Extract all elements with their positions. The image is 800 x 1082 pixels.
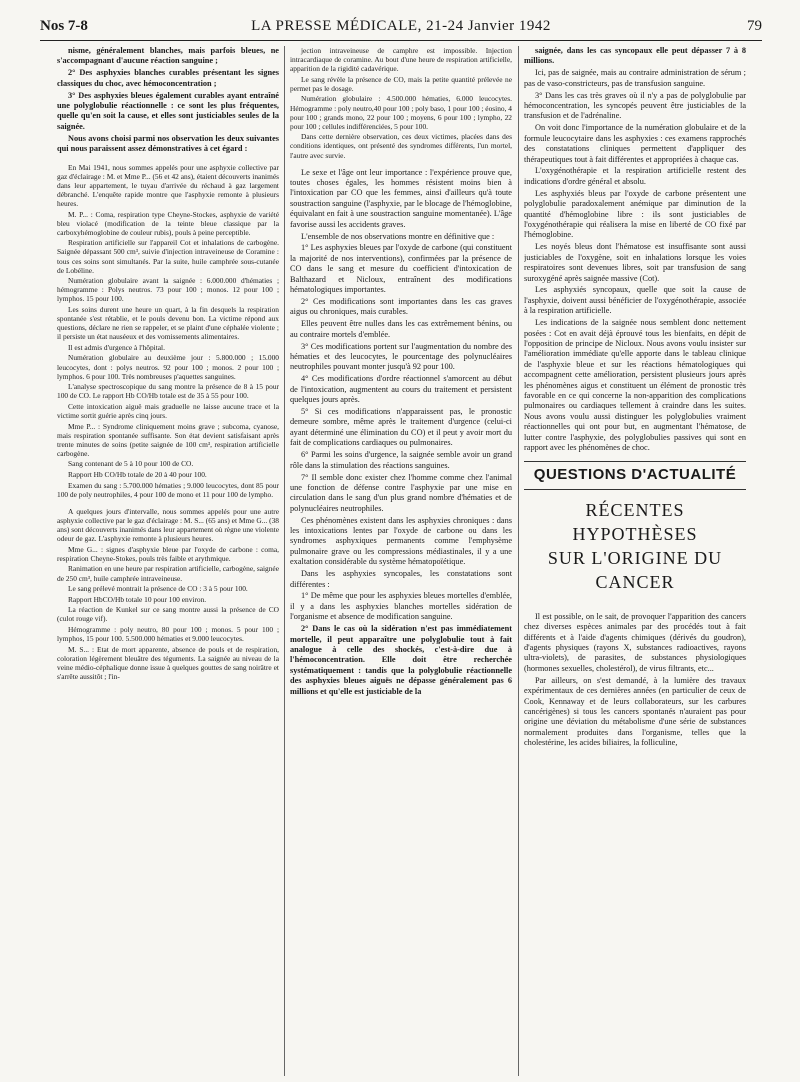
paragraph: 3° Dans les cas très graves où il n'y a pas de polyglobulie par hémoconcentration, les syncopés peuvent être justiciables de la transfusion et de l'adrénaline. xyxy=(524,90,746,121)
paragraph: 1° De même que pour les asphyxies bleues mortelles d'emblée, il y a dans les asphyxies blanches mortelles sidération de l'organisme et absence de modification sanguine. xyxy=(290,591,512,622)
paragraph: 6° Parmi les soins d'urgence, la saignée semble avoir un grand rôle dans la stimulation des réactions sanguines. xyxy=(290,450,512,470)
paragraph: Les asphyxiés syncopaux, quelle que soit la cause de l'asphyxie, doivent aussi bénéficier de l'oxygénothérapie, associée à la respiration artificielle. xyxy=(524,285,746,316)
paragraph: L'ensemble de nos observations montre en définitive que : xyxy=(301,231,495,241)
column-divider-1 xyxy=(284,46,285,1076)
journal-title: LA PRESSE MÉDICALE, 21-24 Janvier 1942 xyxy=(251,18,551,34)
paragraph: 4° Ces modifications d'ordre réactionnel s'amorcent au début de l'intoxication, augmentent au cours du traitement et persistent quelques jours après. xyxy=(290,374,512,405)
paragraph: On voit donc l'importance de la numération globulaire et de la formule leucocytaire dans les asphyxies : ces examens rapprochés des constatations cliniques permettent d'appliquer des thérapeutiques tout à fait différentes et appropriées à chaque cas. xyxy=(524,123,746,164)
paragraph: 3° Ces modifications portent sur l'augmentation du nombre des hématies et des leucocytes, le pourcentage des polynucléaires neutrophiles pouvant monter jusqu'à 92 pour 100. xyxy=(290,341,512,372)
article-body xyxy=(524,612,746,749)
paragraph: 2° Des asphyxies blanches curables présentant les signes classiques du choc, avec hémoconcentration ; xyxy=(57,68,279,88)
article-title-line-1: RÉCENTES HYPOTHÈSES xyxy=(572,499,698,544)
paragraph: jection intraveineuse de camphre est impossible. Injection intracardiaque de coramine. Au bout d'une heure de respiration artificielle, apparition de la rigidité cadavérique. xyxy=(290,46,512,74)
paragraph: Les asphyxiés bleus par l'oxyde de carbone présentent une polyglobulie paradoxalement anémique par diminution de la quantité d'hémoglobine libre : ils sont justiciables de l'oxygénothérapie qui réalisera la mise en liberté de CO fixé par l'hémoglobine. xyxy=(524,188,746,240)
column-1 xyxy=(57,46,279,1076)
paragraph: 2° Ces modifications sont importantes dans les cas graves aigus ou chroniques, mais curables. xyxy=(290,297,512,317)
issue-number: Nos 7-8 xyxy=(40,18,88,34)
paragraph: Nous avons choisi parmi nos observation les deux suivantes qui nous paraissent assez démonstratives à cet égard : xyxy=(57,133,279,154)
section-rule xyxy=(524,461,746,462)
paragraph: Rapport HbCO/Hb totale 10 pour 100 environ. xyxy=(68,594,207,604)
page-header xyxy=(40,14,762,38)
paragraph: M. S... : Etat de mort apparente, absence de pouls et de respiration, coloration légèrement bleuâtre des téguments. La saignée au niveau de la veine médio-céphalique donne issue à quelques gouttes de sang noirâtre et s'arrête aussitôt ; l'in- xyxy=(57,644,279,681)
paragraph: Le sang prélevé montrait la présence de CO : 3 à 5 pour 100. xyxy=(68,584,248,594)
article-title xyxy=(524,498,746,594)
paragraph: Il est possible, on le sait, de provoquer l'apparition des cancers chez diverses espèces animales par des procédés tout à fait différents et à l'aide d'agents chimiques (dérivés du goudron), d'agents physiques (rayons X, substances radioactives, rayons ultra-violets), de parasites, de substances physiologiques (hormones sexuelles, cholestérol), de virus filtrants, etc... xyxy=(524,611,746,673)
column-3 xyxy=(524,46,746,1076)
paragraph: Dans les asphyxies syncopales, les constatations sont différentes : xyxy=(290,569,512,589)
paragraph: Numération globulaire avant la saignée : 6.000.000 d'hématies ; hémogramme : Polys neutros. 73 pour 100 ; monos. 12 pour 100 ; lymphos. 15 pour 100. xyxy=(57,276,279,304)
header-rule xyxy=(40,40,762,41)
paragraph: 7° Il semble donc exister chez l'homme comme chez l'animal une fonction de défense contre l'asphyxie par une mise en circulation dans le sang d'un plus grand nombre d'hématies et de polynucléaires neutrophiles. xyxy=(290,472,512,513)
section-heading: QUESTIONS D'ACTUALITÉ xyxy=(533,466,737,484)
paragraph: 3° Des asphyxies bleues également curables ayant entraîné une polyglobulie réactionnelle : ce sont les plus fréquentes, quelle qu'en soit la cause, et elles sont justiciables seules de la saignée. xyxy=(57,90,279,131)
paragraph: L'analyse spectroscopique du sang montre la présence de 8 à 15 pour 100 de CO. Le rapport Hb CO/Hb totale est de 35 à 55 pour 100. xyxy=(57,382,279,401)
paragraph: A quelques jours d'intervalle, nous sommes appelés pour une autre asphyxie collective par le gaz d'éclairage : M. S... (65 ans) et Mme G... (38 ans) sont découverts inanimés dans leur appartement où règne une violente odeur de gaz. L'asphyxie remonte à plusieurs heures. xyxy=(57,506,279,544)
paragraph: Les soins durent une heure un quart, à la fin desquels la respiration spontanée s'est rétablie, et le pouls devenu bon. La victime répond aux questions, déclare ne rien se rappeler, et se plaint d'une céphalée violente ; il persiste un état nauséeux et des vomissements alimentaires. xyxy=(57,304,279,342)
paragraph: Numération globulaire : 4.500.000 hématies, 6.000 leucocytes. Hémogramme : poly neutro,40 pour 100 ; poly baso, 1 pour 100 ; éosino, 4 pour 100 ; grands mono, 22 pour 100 ; moyens, 6 pour 100 ; lympho, 22 pour 100 ; cellules indifférenciées, 5 pour 100. xyxy=(290,94,512,131)
paragraph: nisme, généralement blanches, mais parfois bleues, ne s'accompagnant d'aucune réaction sanguine ; xyxy=(57,46,279,66)
paragraph: L'oxygénothérapie et la respiration artificielle restent des indications d'ordre général et absolu. xyxy=(524,166,746,186)
paragraph: 5° Si ces modifications n'apparaissent pas, le pronostic demeure sombre, même après le traitement d'urgence (celui-ci ayant déterminé une élimination du CO) et il peut y avoir mort du fait de complications cardiaques ou pulmonaires. xyxy=(290,407,512,448)
paragraph: Il est admis d'urgence à l'hôpital. xyxy=(68,342,165,352)
paragraph: En Mai 1941, nous sommes appelés pour une asphyxie collective par gaz d'éclairage : M. et Mme P... (56 et 42 ans), étaient découverts inanimés dans leur appartement, le tuyau d'arrivée du réchaud à gaz largement débranché. L'enquête rapide montre que l'asphyxie remonte à plusieurs heures. xyxy=(57,162,279,208)
paragraph: Respiration artificielle sur l'appareil Cot et inhalations de carbogène. Saignée dépassant 500 cm³, suivie d'injection intraveineuse de Coramine : tous ces soins sont simultanés. Par la suite, huile camphrée sous-cutanée de Lobéline. xyxy=(57,238,279,275)
column-divider-2 xyxy=(518,46,519,1076)
paragraph: Cette intoxication aiguë mais graduelle ne laisse aucune trace et la victime sortit guérie après cinq jours. xyxy=(57,401,279,420)
page-number: 79 xyxy=(747,18,762,34)
paragraph: Ces phénomènes existent dans les asphyxies chroniques : dans les intoxications lentes par l'oxyde de carbone ou dans les syndromes asphyxiques permanents comme l'emphysème pulmonaire grave ou les compressions médiastinales, il y a une exaltation considérable du système hématopoïétique. xyxy=(290,515,512,567)
paragraph: 2° Dans le cas où la sidération n'est pas immédiatement mortelle, il peut apparaître une polyglobulie tout à fait analogue à celle des shockés, c'est-à-dire due à l'hémoconcentration. Elle doit être recherchée systématiquement : tandis que la polyglobulie réactionnelle des asphyxies bleues aiguës ne dépasse généralement pas 6 millions et qu'elle est justiciable de la xyxy=(290,624,512,696)
paragraph: Les noyés bleus dont l'hématose est insuffisante sont aussi justiciables de l'oxygène, soit en inhalations lorsque les voies respiratoires sont devenues libres, soit par transfusion de sang suroxygéné après saignée massive (Cot). xyxy=(524,242,746,283)
paragraph: Le sang révèle la présence de CO, mais la petite quantité prélevée ne permet pas le dosage. xyxy=(290,74,512,93)
paragraph: Ici, pas de saignée, mais au contraire administration de sérum ; pas de vaso-constricteurs, pas de transfusion sanguine. xyxy=(524,68,746,88)
paragraph: Elles peuvent être nulles dans les cas extrêmement bénins, ou au contraire mortels d'emblée. xyxy=(290,319,512,339)
paragraph: Sang contenant de 5 à 10 pour 100 de CO. xyxy=(68,459,194,469)
paragraph: saignée, dans les cas syncopaux elle peut dépasser 7 à 8 millions. xyxy=(524,46,746,66)
paragraph: Par ailleurs, on s'est demandé, à la lumière des travaux expérimentaux de ces dernières années (en particulier de ceux de Cook, Kennaway et de leurs collaborateurs, sur les carbures cancérigènes) si tous les cancers spontanés n'auraient pas pour origine une déviation du métabolisme d'une série de substances normalement produites dans l'organisme, telles que la cholestérine, les acides biliaires, la folliculine, xyxy=(524,675,746,748)
paragraph: 1° Les asphyxies bleues par l'oxyde de carbone (qui constituent la majorité de nos interventions), confirmées par la présence de CO dans le sang et mesure du coefficient d'intoxication de Balthazard et Nicloux, entraînent des modifications hématologiques importantes. xyxy=(290,243,512,295)
paragraph: La réaction de Kunkel sur ce sang montre aussi la présence de CO (culot rouge vif). xyxy=(57,605,279,624)
article-title-line-2: SUR L'ORIGINE DU CANCER xyxy=(547,547,723,592)
paragraph: Les indications de la saignée nous semblent donc nettement posées : Cot en avait déjà éprouvé tous les bienfaits, en dépit de l'opposition de principe de Nicloux. Nous avons voulu insister sur l'amélioration immédiate qu'elle apporte dans le tableau clinique de l'asphyxie bleue et sur les réactions hématologiques qui accompagnent cette amélioration, persistent plusieurs jours après les phénomènes aigus et constituent un élément de pronostic très favorable en ce qui concerne la non-apparition des complications pulmonaires ou cardiaques tellement à craindre dans les suites. Nous avons voulu aussi distinguer les polyglobulies vraiment réactionnelles qui ont pour but, en augmentant l'hématose, de lutter contre l'asphyxie, des polyglobulies passives qui sont en rapport avec les phénomènes de choc. xyxy=(524,318,746,453)
paragraph: Mme G... : signes d'asphyxie bleue par l'oxyde de carbone : coma, respiration Cheyne-Stokes, pouls très faible et arythmique. xyxy=(57,544,279,563)
paragraph: Numération globulaire au deuxième jour : 5.800.000 ; 15.000 leucocytes, dont : polys neutros. 92 pour 100 ; monos. 2 pour 100 ; lymphos. 6 pour 100. Très nombreuses p'aquettes sanguines. xyxy=(57,353,279,381)
paragraph: Ranimation en une heure par respiration artificielle, carbogène, saignée de 250 cm³, huile camphrée intraveineuse. xyxy=(57,564,279,583)
paragraph: Le sexe et l'âge ont leur importance : l'expérience prouve que, toutes choses égales, les hommes résistent moins bien à l'intoxication par CO que les femmes, ainsi d'ailleurs qu'à toute soustraction sanguine (l'asphyxie, par le blocage de l'hémoglobine, équivalant en fait à une soustraction sanguine momentanée). L'âge favorise aussi les accidents graves. xyxy=(290,167,512,229)
paragraph: Examen du sang : 5.700.000 hématies ; 9.000 leucocytes, dont 85 pour 100 de poly neutrophiles, 4 pour 100 de mono et 11 pour 100 de lympho. xyxy=(57,480,279,499)
paragraph: Dans cette dernière observation, ces deux victimes, placées dans des conditions identiques, ont présenté des syndromes différents, l'un mortel, l'autre avec survie. xyxy=(290,132,512,160)
paragraph: Mme P... : Syndrome cliniquement moins grave ; subcoma, cyanose, mais respiration spontanée suffisante. Son état devient satisfaisant après trente minutes de soins (petite saignée de 100 cm³, respiration artificielle carbogène. xyxy=(57,421,279,458)
section-rule-bottom xyxy=(524,489,746,490)
paragraph: Hémogramme : poly neutro, 80 pour 100 ; monos. 5 pour 100 ; lymphos, 15 pour 100. 5.500.000 hématies et 9.000 leucocytes. xyxy=(57,624,279,644)
column-2 xyxy=(290,46,512,1076)
paragraph: M. P... : Coma, respiration type Cheyne-Stockes, asphyxie de variété bleu violacé (modification de la teinte bleue classique par la carboxyhémoglobine de couleur rubis), pouls à peine perceptible. xyxy=(57,209,279,237)
paragraph: Rapport Hb CO/Hb totale de 20 à 40 pour 100. xyxy=(68,470,207,480)
article-continuation xyxy=(524,46,746,453)
